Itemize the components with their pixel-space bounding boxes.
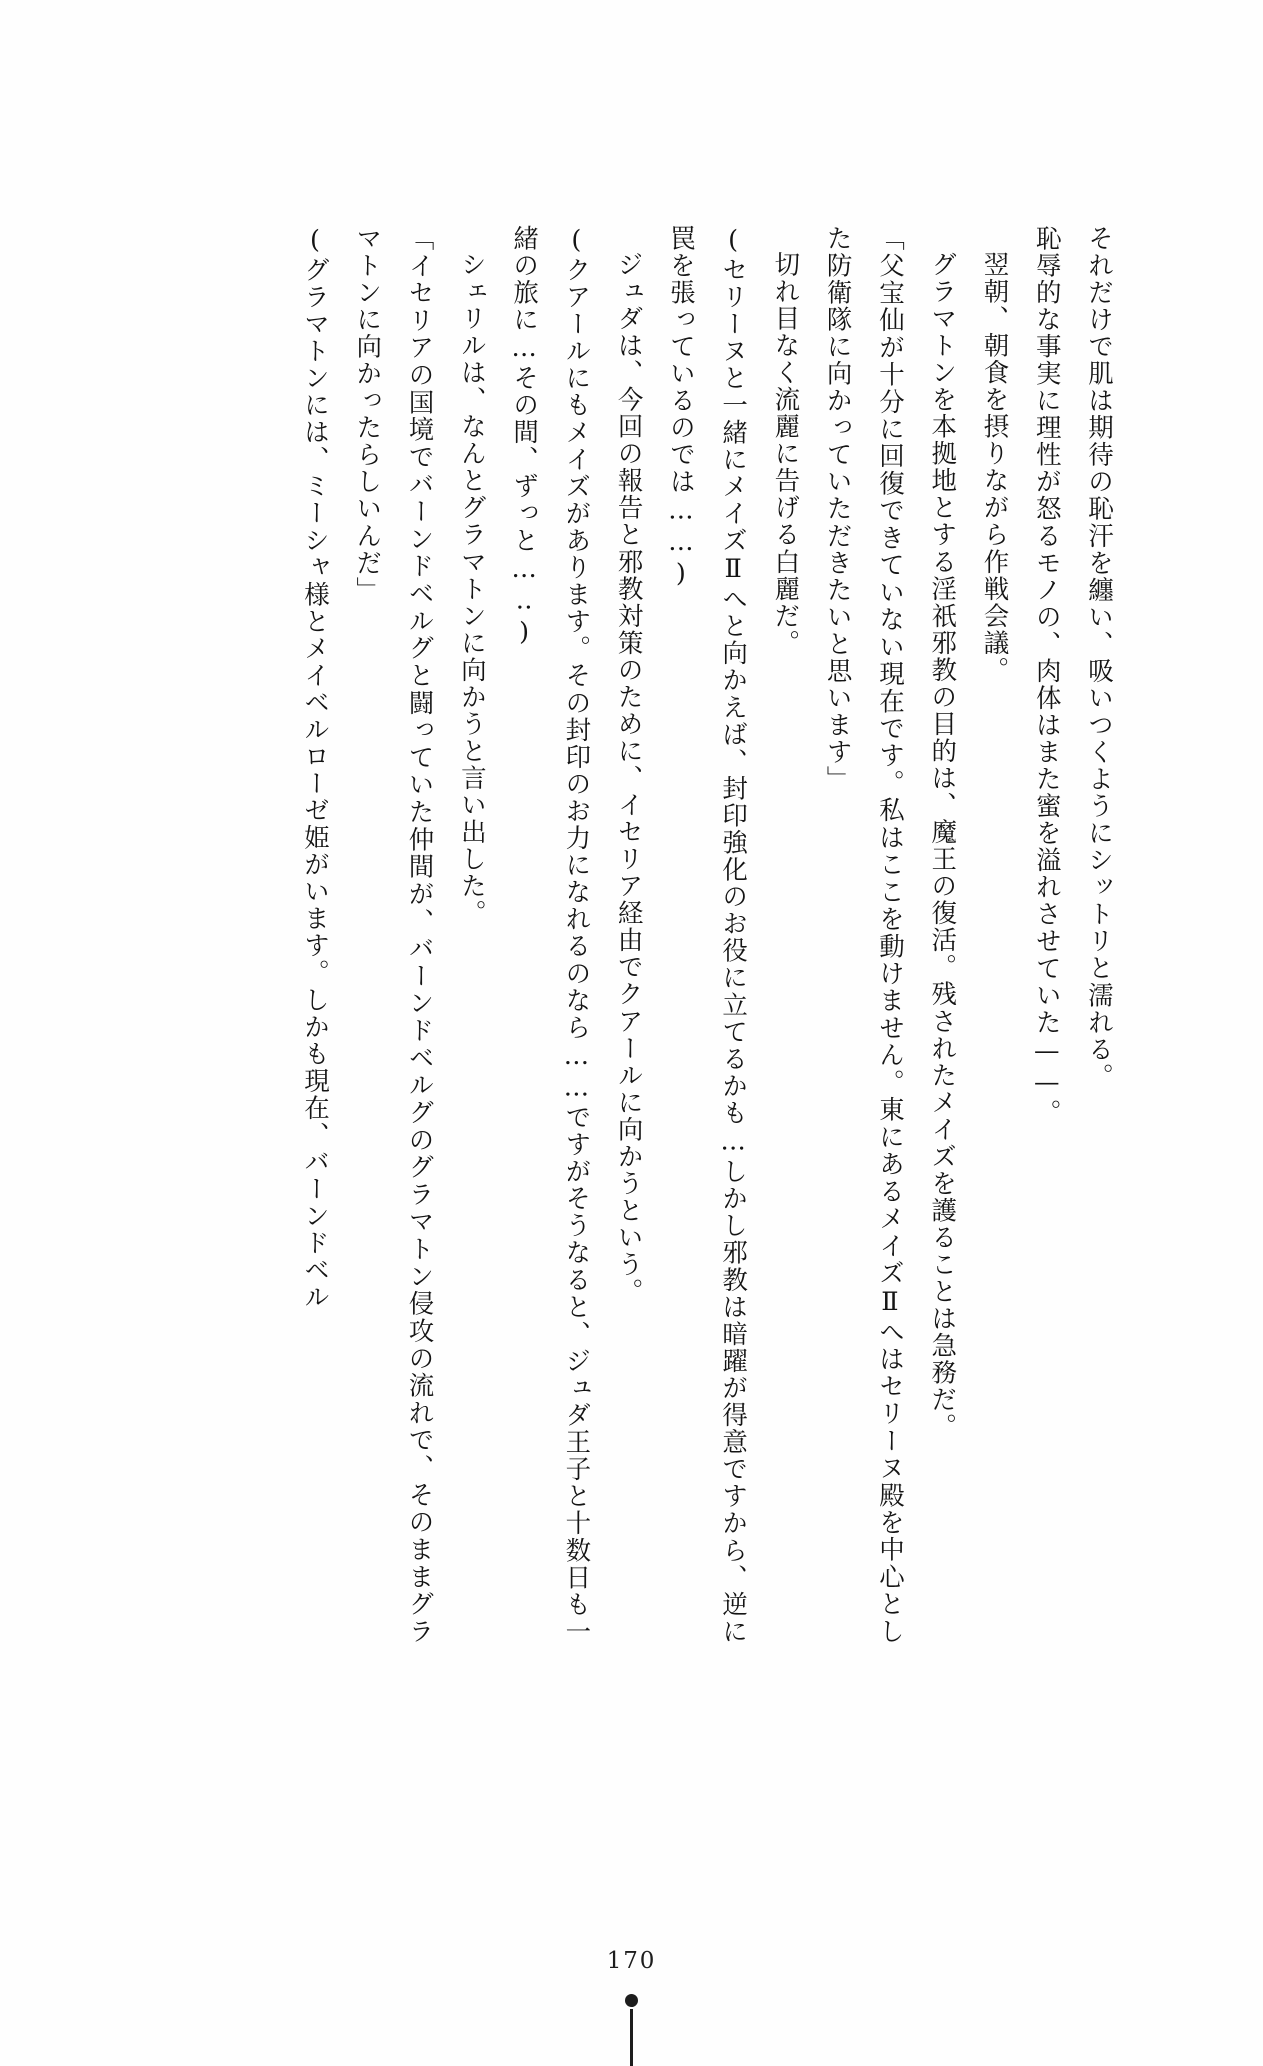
paragraph: グラマトンを本拠地とする淫祇邪教の目的は、魔王の復活。残されたメイズを護ることは急務だ。 <box>927 250 958 1440</box>
paragraph: 「父宝仙が十分に回復できていない現在です。私はここを動けません。東にあるメイズⅡへはセリーヌ殿を中心とした防衛隊に向かっていただきたいと思います」 <box>822 225 905 1645</box>
dot-rule-ornament-icon <box>619 1994 645 2066</box>
vertical-body-text <box>135 225 1125 1645</box>
paragraph: それだけで肌は期待の恥汗を纏い、吸いつくようにシットリと濡れる。 <box>1084 225 1114 1090</box>
paragraph: シェリルは、なんとグラマトンに向かうと言い出した。 <box>456 250 487 927</box>
paragraph: (クアールにもメイズがあります。その封印のお力になれるのなら……ですがそうなると、ジュダ王子と十数日も一緒の旅に…その間、ずっと…‥) <box>509 225 592 1645</box>
ornament-rule <box>630 2009 633 2066</box>
ornament-dot <box>625 1994 638 2007</box>
paragraph: 「イセリアの国境でバーンドベルグと闘っていた仲間が、バーンドベルグのグラマトン侵攻の流れで、そのままグラマトンに向かったらしいんだ」 <box>352 225 435 1645</box>
paragraph: 翌朝、朝食を摂りながら作戦会議。 <box>979 250 1010 683</box>
paragraph: ジュダは、今回の報告と邪教対策のために、イセリア経由でクアールに向かうという。 <box>613 250 644 1305</box>
paragraph: (グラマトンには、ミーシャ様とメイベルローゼ姫がいます。しかも現在、バーンドベル <box>300 225 331 1311</box>
paragraph: 切れ目なく流麗に告げる白麗だ。 <box>770 250 801 656</box>
page-number: 170 <box>606 1948 657 1974</box>
paragraph: (セリーヌと一緒にメイズⅡへと向かえば、封印強化のお役に立てるかも…しかし邪教は暗躍が得意ですから、逆に罠を張っているのでは……) <box>665 225 749 1645</box>
paragraph: 恥辱的な事実に理性が怒るモノの、肉体はまた蜜を溢れさせていた——。 <box>1031 225 1062 1126</box>
